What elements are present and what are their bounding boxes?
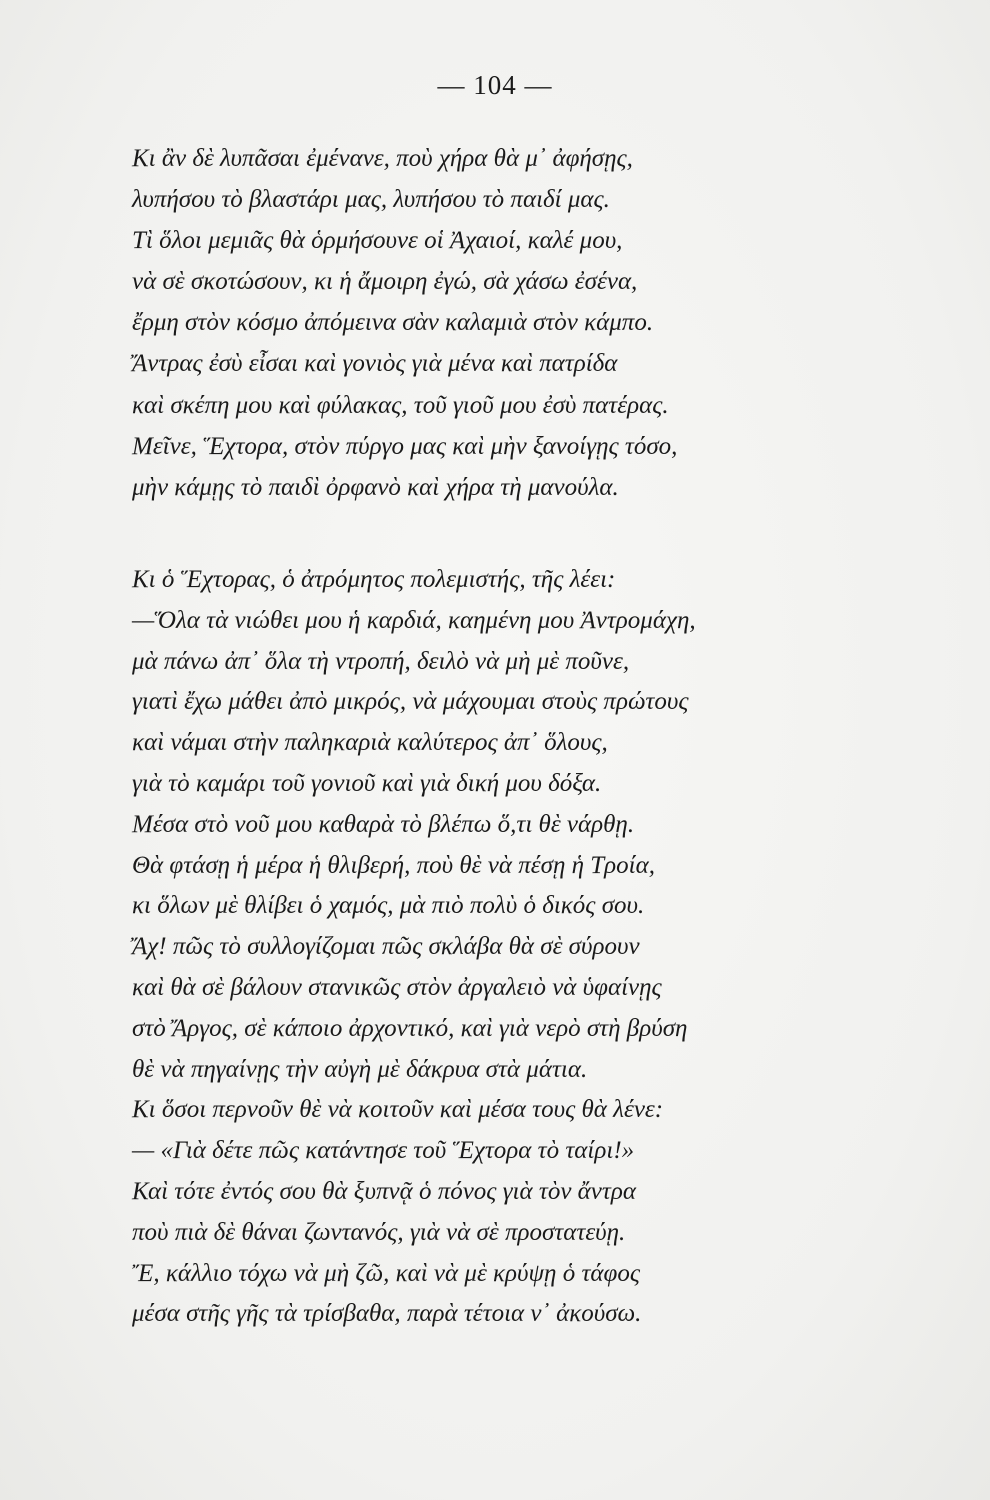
verse-line: Μεῖνε, Ἕχτορα, στὸν πύργο μας καὶ μὴν ξανοίγῃς τόσο, [132, 432, 678, 460]
verse-line: καὶ θὰ σὲ βάλουν στανικῶς στὸν ἀργαλειὸ νὰ ὑφαίνῃς [132, 973, 662, 1001]
verse-line: — «Γιὰ δέτε πῶς κατάντησε τοῦ Ἕχτορα τὸ ταίρι!» [132, 1137, 635, 1165]
verse-line: Θὰ φτάσῃ ἡ μέρα ἡ θλιβερή, ποὺ θὲ νὰ πέσῃ ἡ Τροία, [132, 851, 655, 879]
verse-line: Τὶ ὅλοι μεμιᾶς θὰ ὁρμήσουνε οἱ Ἀχαιοί, καλέ μου, [132, 227, 623, 255]
stanza-hector [132, 560, 932, 1335]
verse-line: καὶ νάμαι στὴν παληκαριὰ καλύτερος ἀπ᾿ ὅλους, [132, 729, 608, 757]
page-number: — 104 — [437, 70, 553, 100]
verse-line: καὶ σκέπη μου καὶ φύλακας, τοῦ γιοῦ μου ἐσὺ πατέρας. [132, 391, 669, 419]
verse-line: Μέσα στὸ νοῦ μου καθαρὰ τὸ βλέπω ὅ,τι θὲ νάρθῃ. [132, 810, 635, 838]
verse-line: γιατὶ ἔχω μάθει ἀπὸ μικρός, νὰ μάχουμαι στοὺς πρώτους [132, 688, 689, 716]
verse-line: ποὺ πιὰ δὲ θάναι ζωντανός, γιὰ νὰ σὲ προστατεύῃ. [132, 1218, 626, 1246]
verse-line: γιὰ τὸ καμάρι τοῦ γονιοῦ καὶ γιὰ δική μου δόξα. [132, 769, 602, 797]
verse-line: κι ὅλων μὲ θλίβει ὁ χαμός, μὰ πιὸ πολὺ ὁ δικός σου. [132, 892, 645, 920]
verse-line: θὲ νὰ πηγαίνῃς τὴν αὐγὴ μὲ δάκρυα στὰ μάτια. [132, 1055, 588, 1083]
verse-line: Καὶ τότε ἐντός σου θὰ ξυπνᾷ ὁ πόνος γιὰ τὸν ἄντρα [132, 1177, 636, 1205]
verse-line: Κι ὅσοι περνοῦν θὲ νὰ κοιτοῦν καὶ μέσα τους θὰ λένε: [132, 1096, 664, 1124]
verse-line: Ἔ, κάλλιο τόχω νὰ μὴ ζῶ, καὶ νὰ μὲ κρύψῃ ὁ τάφος [132, 1259, 640, 1287]
verse-line: μέσα στῆς γῆς τὰ τρίσβαθα, παρὰ τέτοια ν᾿ ἀκούσω. [132, 1300, 642, 1328]
verse-line: —Ὅλα τὰ νιώθει μου ἡ καρδιά, καημένη μου Ἀντρομάχη, [132, 606, 696, 634]
stanza-andromache [132, 138, 932, 508]
verse-line: μὴν κάμῃς τὸ παιδὶ ὀρφανὸ καὶ χήρα τὴ μανούλα. [132, 473, 619, 501]
verse-line: ἔρμη στὸν κόσμο ἀπόμεινα σὰν καλαμιὰ στὸν κάμπο. [132, 309, 654, 337]
verse-line: νὰ σὲ σκοτώσουν, κι ἡ ἄμοιρη ἐγώ, σὰ χάσω ἐσένα, [132, 268, 638, 296]
verse-line: Κι ὁ Ἕχτορας, ὁ ἀτρόμητος πολεμιστής, τῆς λέει: [132, 566, 616, 593]
verse-line: μὰ πάνω ἀπ᾿ ὅλα τὴ ντροπή, δειλὸ νὰ μὴ μὲ ποῦνε, [132, 647, 630, 675]
verse-line: Ἄντρας ἐσὺ εἶσαι καὶ γονιὸς γιὰ μένα καὶ πατρίδα [132, 350, 618, 378]
verse-line: λυπήσου τὸ βλαστάρι μας, λυπήσου τὸ παιδί μας. [132, 186, 610, 214]
verse-line: Κι ἂν δὲ λυπᾶσαι ἐμένανε, ποὺ χήρα θὰ μ᾿ ἀφήσῃς, [132, 145, 633, 172]
verse-line: στὸ Ἄργος, σὲ κάποιο ἀρχοντικό, καὶ γιὰ νερὸ στὴ βρύση [132, 1014, 688, 1042]
verse-line: Ἄχ! πῶς τὸ συλλογίζομαι πῶς σκλάβα θὰ σὲ σύρουν [132, 933, 640, 961]
